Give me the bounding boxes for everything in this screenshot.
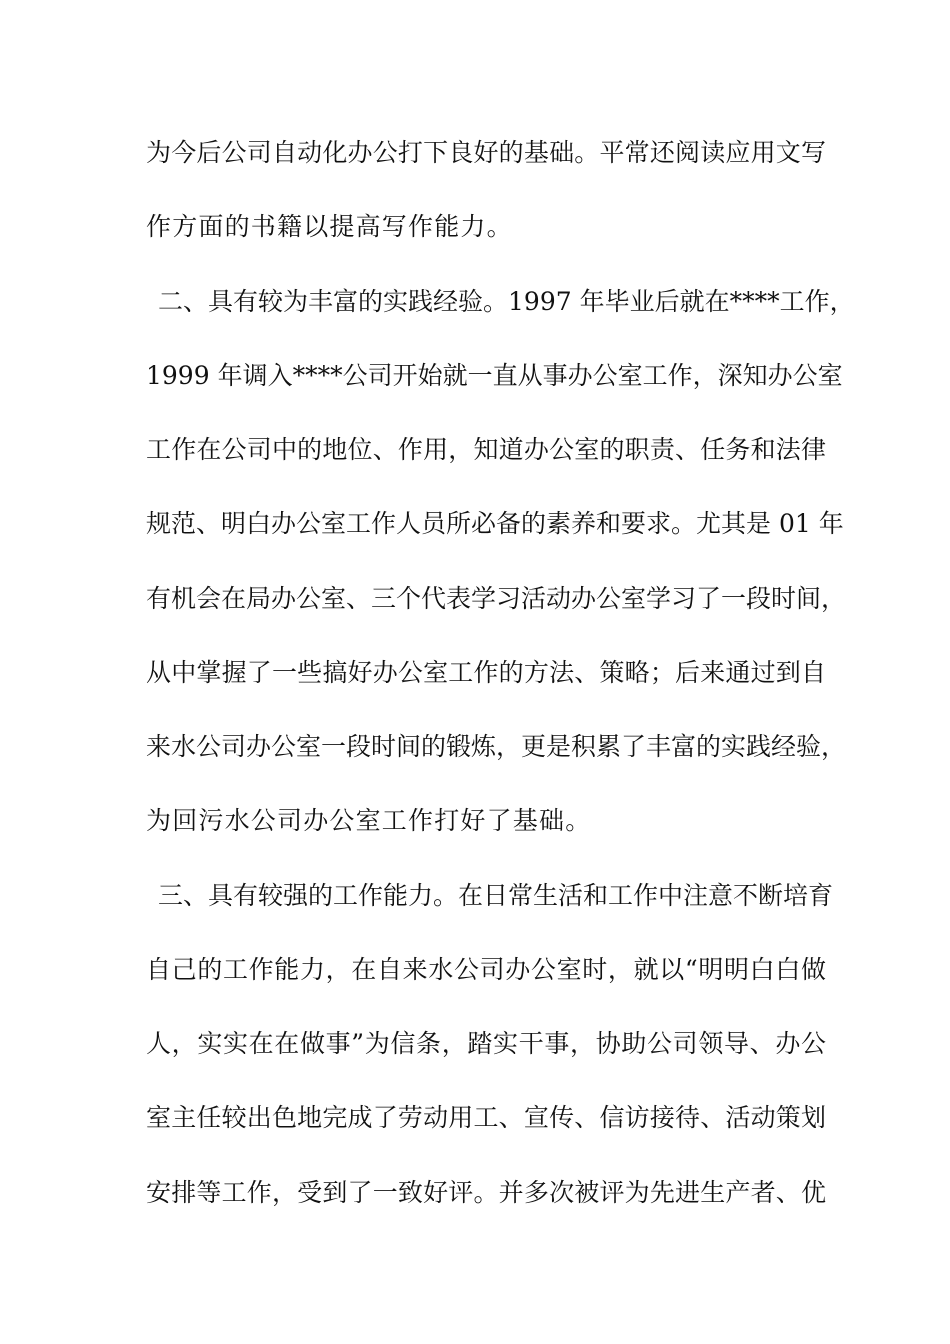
paragraph-heading-line: 三、具有较强的工作能力。在日常生活和工作中注意不断培育 — [158, 881, 834, 910]
text-line: 1999 年调入****公司开始就一直从事办公室工作，深知办公室 — [146, 361, 843, 390]
text-line: 自己的工作能力，在自来水公司办公室时，就以“明明白白做 — [146, 955, 826, 984]
text-line: 规范、明白办公室工作人员所必备的素养和要求。尤其是 01 年 — [146, 509, 844, 538]
paragraph-heading-line: 二、具有较为丰富的实践经验。1997 年毕业后就在****工作， — [158, 287, 855, 316]
text-line: 有机会在局办公室、三个代表学习活动办公室学习了一段时间， — [146, 584, 847, 613]
text-line: 从中掌握了一些搞好办公室工作的方法、策略；后来通过到自 — [146, 658, 826, 687]
text-line: 为今后公司自动化办公打下良好的基础。平常还阅读应用文写 — [146, 138, 826, 167]
text-line: 工作在公司中的地位、作用，知道办公室的职责、任务和法律 — [146, 435, 826, 464]
text-line: 安排等工作，受到了一致好评。并多次被评为先进生产者、优 — [146, 1178, 826, 1207]
text-line: 作方面的书籍以提高写作能力。 — [146, 212, 513, 241]
text-line: 室主任较出色地完成了劳动用工、宣传、信访接待、活动策划 — [146, 1103, 826, 1132]
text-line: 为回污水公司办公室工作打好了基础。 — [146, 806, 592, 835]
text-line: 来水公司办公室一段时间的锻炼，更是积累了丰富的实践经验， — [146, 732, 847, 761]
text-line: 人，实实在在做事”为信条，踏实干事，协助公司领导、办公 — [146, 1029, 826, 1058]
